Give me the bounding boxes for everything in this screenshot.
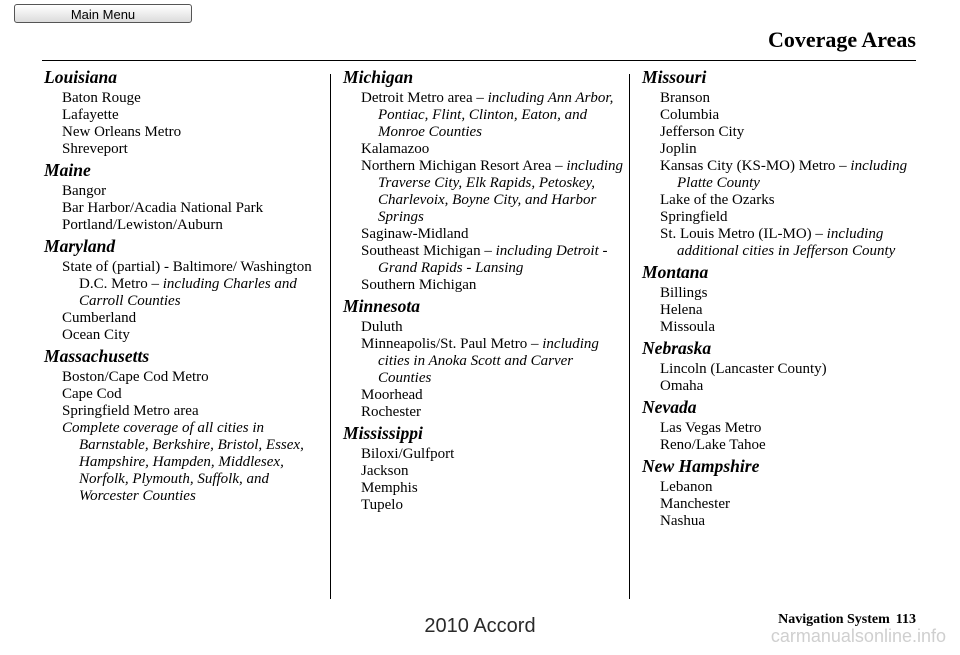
city-name: Branson	[660, 90, 710, 106]
city-name: Minneapolis/St. Paul Metro	[361, 336, 528, 352]
city-list	[642, 479, 932, 530]
city-name: Nashua	[660, 513, 705, 529]
city-name: Boston/Cape Cod Metro	[62, 369, 209, 385]
city-item	[44, 90, 326, 107]
city-name: Lake of the Ozarks	[660, 192, 775, 208]
city-separator: –	[811, 226, 827, 242]
city-name: Memphis	[361, 480, 418, 496]
city-list	[642, 361, 932, 395]
city-item	[343, 243, 625, 277]
coverage-note: including Charles and Carroll Counties	[79, 276, 297, 309]
city-name: Bar Harbor/Acadia National Park	[62, 200, 264, 216]
city-name: Rochester	[361, 404, 421, 420]
city-item	[44, 327, 326, 344]
city-name: Saginaw-Midland	[361, 226, 469, 242]
city-item	[343, 446, 625, 463]
city-item	[343, 226, 625, 243]
city-name: Cape Cod	[62, 386, 122, 402]
city-item	[343, 387, 625, 404]
city-item	[343, 141, 625, 158]
coverage-note: Complete coverage of all cities in Barnstable, Berkshire, Bristol, Essex, Hampshire, Hampden, Middlesex, Norfolk, Plymouth, Suffolk, and Worcester Counties	[62, 420, 304, 504]
city-item	[642, 437, 932, 454]
state-name: Maryland	[44, 236, 116, 256]
city-item	[642, 319, 932, 336]
state-block	[44, 69, 326, 158]
city-name: Kansas City (KS-MO) Metro	[660, 158, 836, 174]
footer-model: 2010 Accord	[424, 615, 536, 637]
coverage-note: including Platte County	[677, 158, 908, 191]
city-list	[343, 90, 625, 294]
city-name: Duluth	[361, 319, 403, 335]
main-menu-button[interactable]: Main Menu	[14, 4, 192, 23]
city-name: Billings	[660, 285, 708, 301]
city-name: Omaha	[660, 378, 704, 394]
state-name: Michigan	[343, 67, 414, 87]
city-list	[44, 183, 326, 234]
city-item	[343, 480, 625, 497]
city-item	[642, 107, 932, 124]
state-name: Missouri	[642, 67, 707, 87]
city-name: Joplin	[660, 141, 697, 157]
city-name: Lafayette	[62, 107, 119, 123]
city-item	[642, 226, 932, 260]
city-name: Tupelo	[361, 497, 403, 513]
city-name: Biloxi/Gulfport	[361, 446, 455, 462]
city-list	[44, 369, 326, 505]
state-name: Nebraska	[642, 338, 712, 358]
state-block	[642, 69, 932, 260]
state-block	[642, 264, 932, 336]
city-list	[642, 285, 932, 336]
city-item	[343, 319, 625, 336]
state-name: New Hampshire	[642, 456, 760, 476]
city-name: Shreveport	[62, 141, 128, 157]
city-separator: –	[551, 158, 567, 174]
city-item	[343, 463, 625, 480]
city-separator: –	[527, 336, 543, 352]
city-name: Manchester	[660, 496, 730, 512]
city-item	[44, 403, 326, 420]
city-item	[44, 200, 326, 217]
city-item	[642, 209, 932, 226]
city-name: Springfield	[660, 209, 728, 225]
city-item	[44, 183, 326, 200]
state-name: Maine	[44, 160, 91, 180]
city-name: Jefferson City	[660, 124, 745, 140]
city-name: Lebanon	[660, 479, 713, 495]
city-item	[642, 496, 932, 513]
city-separator: –	[480, 243, 496, 259]
coverage-note: including additional cities in Jefferson County	[677, 226, 896, 259]
coverage-note: including Detroit - Grand Rapids - Lansing	[378, 243, 608, 276]
city-list	[642, 420, 932, 454]
state-block	[642, 340, 932, 395]
city-name: Moorhead	[361, 387, 423, 403]
city-name: Southern Michigan	[361, 277, 477, 293]
page-number: 113	[895, 612, 916, 627]
city-item	[343, 404, 625, 421]
city-item	[642, 420, 932, 437]
city-item	[44, 217, 326, 234]
state-block	[642, 458, 932, 530]
city-name: Baton Rouge	[62, 90, 141, 106]
city-name: Detroit Metro area	[361, 90, 473, 106]
city-name: Jackson	[361, 463, 409, 479]
city-separator: –	[835, 158, 851, 174]
city-item	[44, 141, 326, 158]
city-item	[44, 259, 326, 310]
city-name: Helena	[660, 302, 703, 318]
coverage-column-1	[44, 69, 326, 509]
city-item	[642, 302, 932, 319]
city-list	[44, 90, 326, 158]
state-block	[44, 348, 326, 505]
city-name: Columbia	[660, 107, 720, 123]
coverage-note: including Traverse City, Elk Rapids, Petoskey, Charlevoix, Boyne City, and Harbor Springs	[378, 158, 624, 225]
city-item	[642, 285, 932, 302]
page-title: Coverage Areas	[767, 27, 916, 52]
footer-system-label: Navigation System	[778, 612, 890, 627]
city-list	[642, 90, 932, 260]
coverage-column-3	[642, 69, 932, 534]
column-divider	[330, 74, 331, 599]
city-name: Portland/Lewiston/Auburn	[62, 217, 223, 233]
city-list	[343, 319, 625, 421]
coverage-note: including Ann Arbor, Pontiac, Flint, Clinton, Eaton, and Monroe Counties	[378, 90, 614, 140]
watermark: carmanualsonline.info	[770, 626, 946, 646]
city-separator: –	[147, 276, 163, 292]
city-name: Lincoln (Lancaster County)	[660, 361, 827, 377]
city-name: Southeast Michigan	[361, 243, 481, 259]
city-item	[642, 124, 932, 141]
city-name: Northern Michigan Resort Area	[361, 158, 552, 174]
header-rule	[42, 60, 916, 61]
city-item	[44, 420, 326, 505]
city-item	[642, 141, 932, 158]
city-name: Bangor	[62, 183, 107, 199]
city-list	[44, 259, 326, 344]
state-block	[44, 162, 326, 234]
city-item	[44, 310, 326, 327]
city-item	[44, 386, 326, 403]
city-list	[343, 446, 625, 514]
city-item	[642, 378, 932, 395]
city-item	[343, 336, 625, 387]
state-block	[343, 425, 625, 514]
state-block	[44, 238, 326, 344]
column-divider	[629, 74, 630, 599]
city-item	[44, 107, 326, 124]
state-block	[642, 399, 932, 454]
city-item	[44, 369, 326, 386]
coverage-column-2	[343, 69, 625, 518]
state-name: Minnesota	[343, 296, 420, 316]
city-name: Las Vegas Metro	[660, 420, 762, 436]
city-item	[44, 124, 326, 141]
city-name: Cumberland	[62, 310, 137, 326]
city-item	[642, 479, 932, 496]
city-name: State of (partial) - Baltimore/ Washington D.C. Metro	[62, 259, 312, 292]
city-item	[642, 158, 932, 192]
city-item	[343, 158, 625, 226]
city-item	[642, 513, 932, 530]
state-name: Nevada	[642, 397, 697, 417]
city-name: Missoula	[660, 319, 716, 335]
city-name: New Orleans Metro	[62, 124, 182, 140]
state-name: Montana	[642, 262, 709, 282]
city-item	[642, 192, 932, 209]
state-name: Massachusetts	[44, 346, 150, 366]
coverage-note: including cities in Anoka Scott and Carver Counties	[378, 336, 599, 386]
state-block	[343, 69, 625, 294]
city-item	[343, 277, 625, 294]
city-item	[343, 90, 625, 141]
city-name: St. Louis Metro (IL-MO)	[660, 226, 812, 242]
city-item	[642, 361, 932, 378]
city-item	[343, 497, 625, 514]
state-name: Louisiana	[44, 67, 118, 87]
city-name: Ocean City	[62, 327, 130, 343]
state-name: Mississippi	[343, 423, 423, 443]
state-block	[343, 298, 625, 421]
city-item	[642, 90, 932, 107]
city-name: Reno/Lake Tahoe	[660, 437, 766, 453]
city-separator: –	[472, 90, 488, 106]
city-name: Springfield Metro area	[62, 403, 199, 419]
city-name: Kalamazoo	[361, 141, 430, 157]
